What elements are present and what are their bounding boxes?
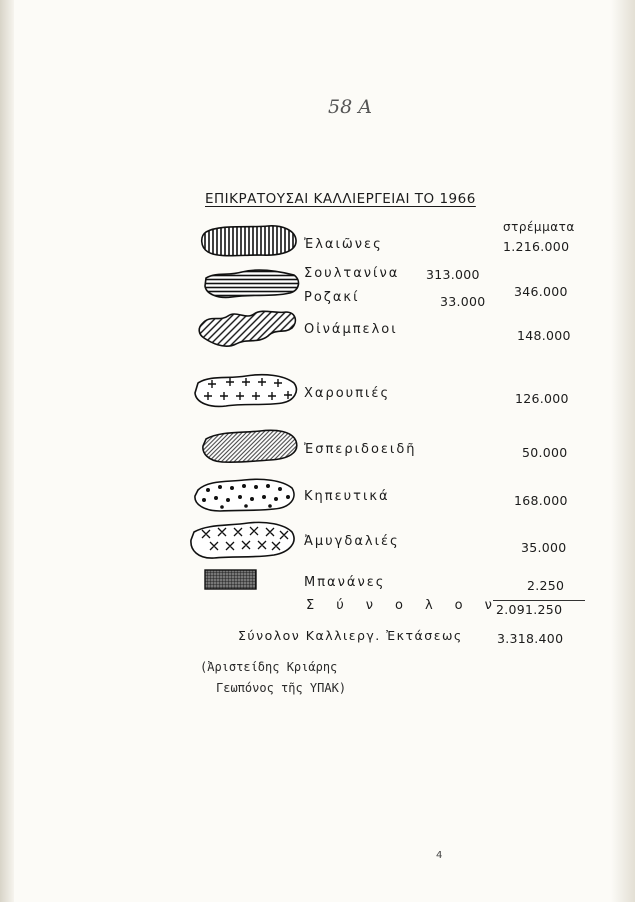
value-citrus: 50.000	[522, 445, 568, 460]
footnote-mark: 4	[436, 850, 443, 861]
label-citrus: Ἐσπεριδοειδῆ	[304, 442, 417, 457]
label-olive-groves: Ἐλαιῶνες	[304, 237, 383, 252]
total-label: Σύνολον	[306, 598, 514, 613]
value-vineyards: 148.000	[517, 328, 571, 343]
label-vineyards: Οἰνάμπελοι	[304, 322, 398, 337]
page-title: ΕΠΙΚΡΑΤΟΥΣΑΙ ΚΑΛΛΙΕΡΓΕΙΑΙ ΤΟ 1966	[205, 191, 476, 207]
total-value: 2.091.250	[496, 602, 563, 617]
credit-author: (Ἀριστείδης Κριάρης	[200, 660, 338, 674]
value-carob-trees: 126.000	[515, 391, 569, 406]
citrus-symbol	[200, 427, 300, 467]
value-sultanina-rozaki: 346.000	[514, 284, 568, 299]
value-almond-trees: 35.000	[521, 540, 567, 555]
label-bananas: Μπανάνες	[304, 575, 386, 590]
page-edge-left	[0, 0, 14, 902]
subvalue-sultanina: 313.000	[426, 267, 480, 282]
credit-role: Γεωπόνος τῆς ΥΠΑΚ)	[216, 681, 347, 695]
almond-trees-symbol	[188, 520, 296, 562]
vegetables-symbol	[192, 476, 296, 516]
page-edge-right	[611, 0, 635, 902]
vineyards-symbol	[196, 308, 300, 350]
olive-groves-symbol	[200, 222, 300, 262]
label-vegetables: Κηπευτικά	[304, 489, 390, 504]
value-bananas: 2.250	[527, 578, 565, 593]
value-vegetables: 168.000	[514, 493, 568, 508]
label-carob-trees: Χαρουπιές	[304, 386, 391, 401]
value-olive-groves: 1.216.000	[503, 239, 570, 254]
subvalue-rozaki: 33.000	[440, 294, 486, 309]
grand-total-value: 3.318.400	[497, 631, 564, 646]
label-sultanina: Σουλτανίνα	[304, 266, 400, 281]
label-almond-trees: Ἀμυγδαλιές	[304, 534, 400, 549]
bananas-symbol	[204, 569, 258, 591]
page-number: 58 A	[328, 96, 372, 118]
carob-trees-symbol	[192, 371, 300, 411]
sultanina-rozaki-symbol	[202, 266, 302, 302]
label-rozaki: Ροζακί	[304, 290, 360, 305]
grand-total-label: Σύνολον Καλλιεργ. Ἐκτάσεως	[238, 628, 463, 643]
unit-header: στρέμματα	[503, 220, 575, 234]
